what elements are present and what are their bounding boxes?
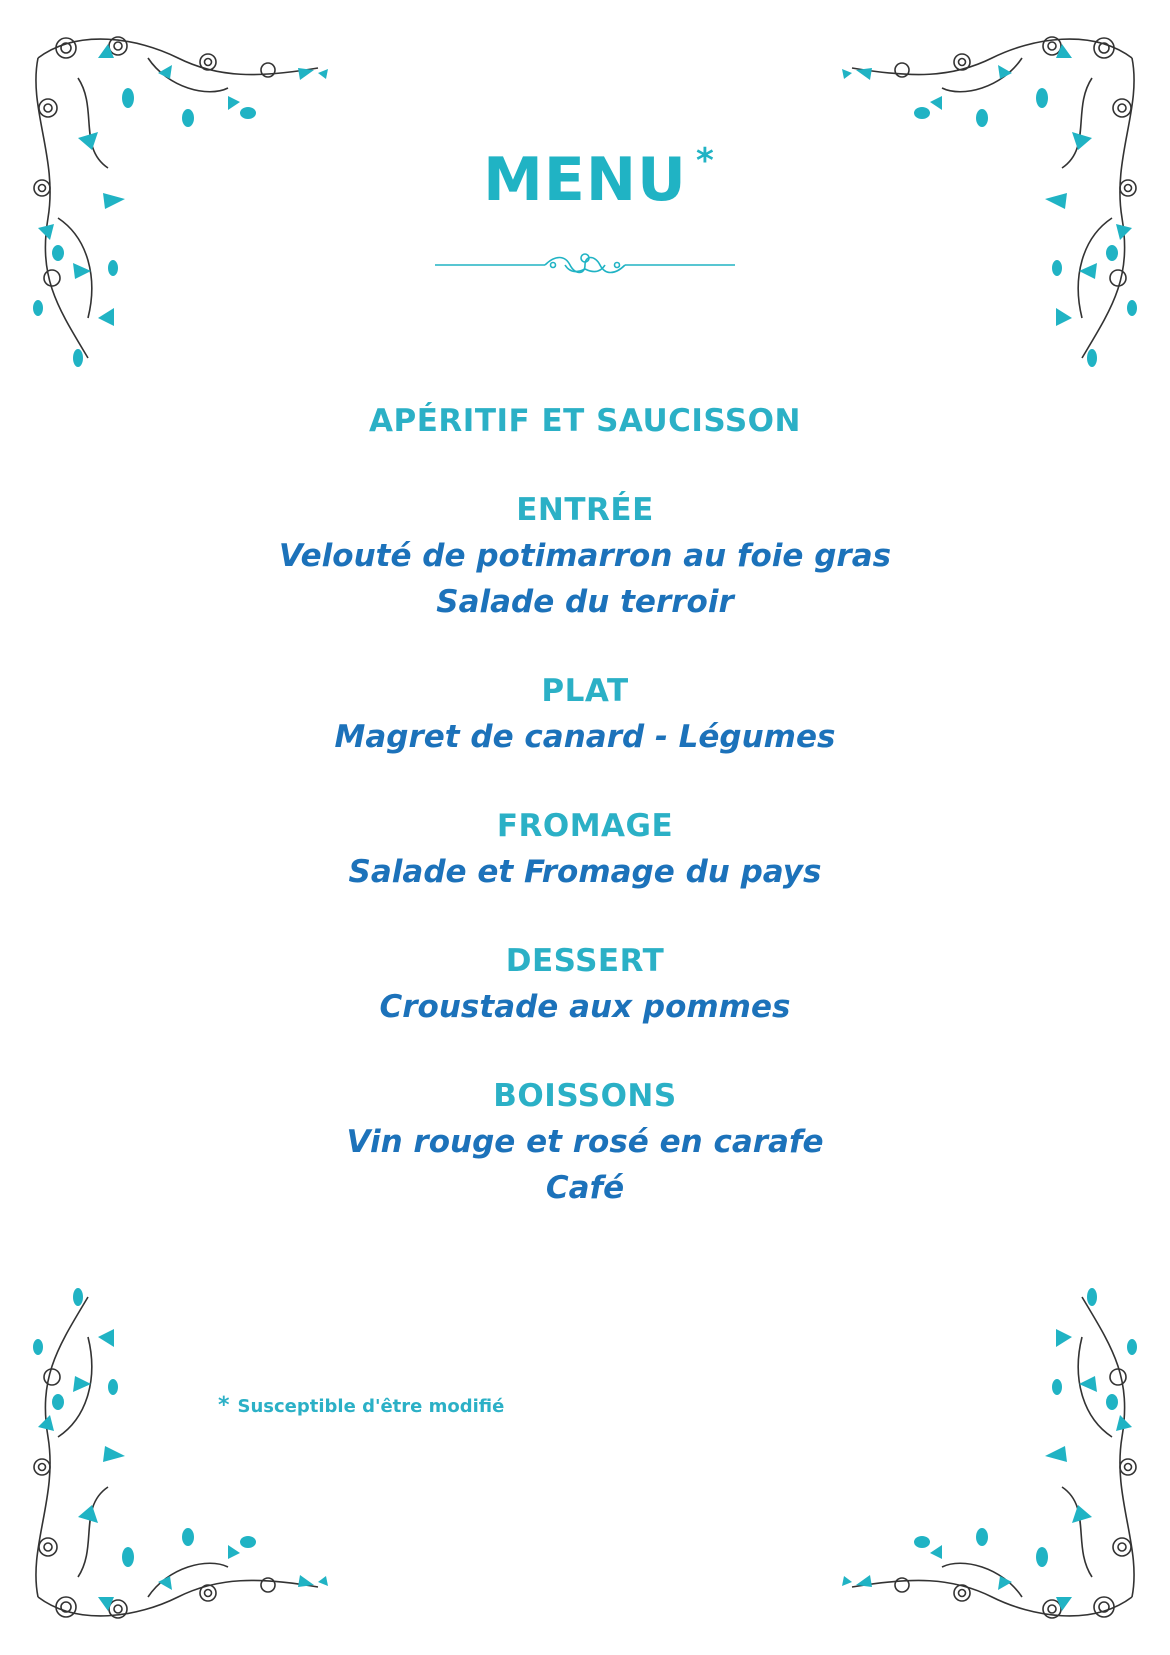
title-asterisk: * [696,141,715,181]
section-heading: BOISSONS [493,1078,677,1114]
section-heading: FROMAGE [496,808,674,844]
menu-item: Velouté de potimarron au foie gras [278,538,892,574]
menu-item: Salade du terroir [436,584,734,620]
menu-section [0,1073,1170,1211]
section-heading: PLAT [541,673,629,709]
footnote-text: Susceptible d'être modifié [237,1396,505,1417]
menu-list [0,398,1170,1211]
menu-section [0,398,1170,444]
divider-ornament-icon [435,250,735,280]
section-heading: ENTRÉE [516,492,654,528]
page-title [483,141,715,215]
menu-section [0,487,1170,625]
menu-section [0,668,1170,760]
menu-item: Magret de canard - Légumes [334,719,836,755]
menu-section [0,803,1170,895]
menu-item: Vin rouge et rosé en carafe [346,1124,824,1160]
menu-item: Café [545,1170,625,1206]
menu-item: Croustade aux pommes [379,989,791,1025]
section-heading: DESSERT [505,943,665,979]
footnote [218,1393,504,1418]
floral-corner-icon [18,1277,348,1637]
footnote-asterisk: * [218,1393,230,1418]
section-heading: APÉRITIF ET SAUCISSON [369,403,801,439]
floral-corner-icon [822,1277,1152,1637]
page-title-text: MENU [483,145,687,215]
menu-section [0,938,1170,1030]
menu-item: Salade et Fromage du pays [348,854,822,890]
